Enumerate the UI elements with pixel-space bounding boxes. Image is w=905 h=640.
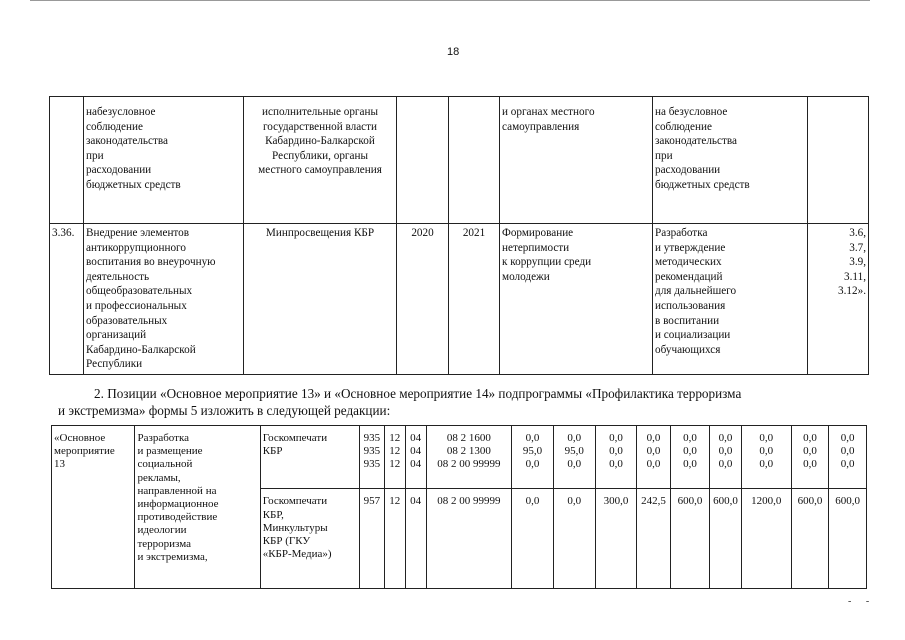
text-line: Внедрение элементов	[86, 227, 190, 239]
value-cell: 600,0	[710, 489, 741, 589]
text-line: 3.11,	[844, 270, 866, 283]
text-line: законодательства	[655, 135, 737, 148]
text-line: Минкультуры	[262, 521, 328, 534]
text-line: самоуправления	[502, 120, 580, 133]
text-line: 12	[389, 445, 401, 458]
value-cell: 600,0	[670, 489, 710, 589]
executor-cell	[260, 426, 359, 489]
text-line: терроризма	[137, 537, 192, 550]
text-line: бюджетных средств	[86, 178, 181, 191]
value-cell	[553, 426, 595, 489]
table-row	[50, 97, 869, 224]
text-line: бюджетных средств	[655, 178, 750, 191]
text-line: при	[86, 149, 104, 162]
text-line: 0,0	[609, 432, 623, 444]
text-line: Кабардино-Балкарской	[86, 343, 196, 356]
text-line: 0,0	[567, 458, 582, 471]
text-line: местного самоуправления	[258, 164, 382, 177]
text-line: идеологии	[137, 524, 187, 537]
value-cell	[512, 426, 554, 489]
text-line: КБР	[262, 445, 283, 458]
value-cell	[710, 426, 741, 489]
text-line: 04	[410, 458, 422, 471]
text-line: и утверждение	[655, 241, 726, 254]
text-line: Формирование	[502, 227, 574, 239]
text-line: расходовании	[86, 164, 152, 177]
text-line: 0,0	[525, 458, 540, 471]
text-line: образовательных	[86, 314, 168, 327]
text-line: Разработка	[137, 432, 190, 444]
text-line: социальной	[137, 458, 193, 471]
text-line: 0,0	[646, 432, 661, 444]
text-line: противодействие	[137, 511, 218, 524]
text-line: Разработка	[655, 227, 708, 239]
text-line: 08 2 1600	[446, 432, 491, 444]
text-line: 0,0	[525, 432, 540, 444]
text-line: государственной власти	[262, 120, 378, 133]
value-cell	[595, 426, 637, 489]
text-line: 0,0	[840, 445, 855, 458]
text-line: исполнительные органы	[262, 106, 378, 118]
text-line: 0,0	[759, 432, 774, 444]
text-line: и социализации	[655, 329, 731, 342]
effect-cell	[500, 97, 653, 224]
pr-cell: 04	[405, 489, 426, 589]
start-year-cell	[397, 97, 449, 224]
executor-cell	[244, 97, 397, 224]
text-line: и размещение	[137, 445, 203, 458]
text-line: 3.9,	[849, 256, 866, 269]
text-line: 0,0	[803, 458, 817, 471]
row-number-cell	[50, 97, 84, 224]
description-cell	[84, 97, 244, 224]
links-cell	[808, 224, 869, 375]
text-line: 0,0	[646, 458, 661, 471]
text-line: нетерпимости	[502, 241, 570, 254]
text-line: мероприятие	[54, 445, 115, 458]
measures-table	[49, 96, 869, 375]
description-cell	[84, 224, 244, 375]
table-row	[52, 426, 867, 489]
start-year-cell: 2020	[397, 224, 449, 375]
text-line: 0,0	[683, 445, 697, 458]
text-line: деятельность	[86, 270, 150, 283]
text-line: для дальнейшего	[655, 285, 737, 298]
executor-cell	[260, 489, 359, 589]
end-year-cell	[449, 97, 500, 224]
text-line: 935	[363, 445, 381, 458]
text-line: 0,0	[840, 432, 855, 444]
text-line: 95,0	[522, 445, 543, 458]
text-line: 3.7,	[849, 241, 866, 254]
effect-cell	[500, 224, 653, 375]
text-line: 935	[363, 458, 381, 471]
text-line: 0,0	[646, 445, 661, 458]
value-cell	[637, 426, 670, 489]
result-cell	[653, 224, 808, 375]
text-line: 12	[389, 432, 401, 444]
value-cell: 600,0	[829, 489, 867, 589]
value-cell: 0,0	[553, 489, 595, 589]
text-line: 935	[363, 432, 381, 444]
text-line: методических	[655, 256, 722, 269]
text-line: КБР,	[262, 508, 284, 521]
end-year-cell: 2021	[449, 224, 500, 375]
value-cell	[829, 426, 867, 489]
text-line: антикоррупционного	[86, 241, 186, 254]
text-line: использования	[655, 299, 726, 312]
text-line: и профессиональных	[86, 299, 187, 312]
text-line: общеобразовательных	[86, 285, 193, 298]
value-cell: 600,0	[791, 489, 829, 589]
text-line: 95,0	[564, 445, 584, 458]
text-line: при	[655, 149, 673, 162]
text-line: 3.12».	[838, 285, 866, 298]
text-line: 0,0	[759, 445, 774, 458]
event-description-cell	[135, 426, 260, 589]
financing-table	[51, 425, 867, 589]
text-line: в воспитании	[655, 314, 720, 327]
value-cell	[670, 426, 710, 489]
event-name-cell	[52, 426, 135, 589]
text-line: 04	[410, 432, 422, 444]
rz-cell: 12	[384, 489, 405, 589]
amendment-paragraph	[58, 385, 870, 419]
text-line: соблюдение	[86, 120, 143, 133]
text-line: набезусловное	[86, 106, 156, 118]
text-line: 12	[389, 458, 401, 471]
text-line: расходовании	[655, 164, 721, 177]
text-line: воспитания во внеурочную	[86, 256, 216, 269]
text-line: 0,0	[683, 432, 697, 444]
value-cell: 0,0	[512, 489, 554, 589]
csr-cell	[426, 426, 512, 489]
text-line: законодательства	[86, 135, 168, 148]
text-line: рекомендаций	[655, 270, 723, 283]
text-line: 13	[54, 458, 65, 471]
paragraph-line: и экстремизма» формы 5 изложить в следующей редакции:	[58, 403, 391, 418]
text-line: Госкомпечати	[262, 495, 328, 508]
text-line: 0,0	[567, 432, 582, 444]
rz-cell	[384, 426, 405, 489]
text-line: Госкомпечати	[262, 432, 328, 444]
text-line: и органах местного	[502, 106, 595, 118]
text-line: 0,0	[803, 445, 817, 458]
value-cell	[741, 426, 791, 489]
paragraph-line: 2. Позиции «Основное мероприятие 13» и «Основное мероприятие 14» подпрограммы «Профилактика терроризма	[94, 386, 742, 401]
row-number-cell: 3.36.	[50, 224, 84, 375]
top-rule	[30, 0, 870, 1]
text-line: соблюдение	[655, 120, 712, 133]
text-line: к коррупции среди	[502, 256, 592, 269]
value-cell: 300,0	[595, 489, 637, 589]
text-line: КБР (ГКУ	[262, 535, 311, 548]
text-line: рекламы,	[137, 471, 181, 484]
text-line: 0,0	[803, 432, 817, 444]
value-cell: 1200,0	[741, 489, 791, 589]
text-line: Кабардино-Балкарской	[265, 135, 375, 148]
grbs-cell: 957	[359, 489, 384, 589]
page-number: 18	[447, 46, 460, 58]
text-line: 08 2 00 99999	[437, 458, 501, 471]
links-cell	[808, 97, 869, 224]
text-line: 0,0	[683, 458, 697, 471]
text-line: 0,0	[609, 458, 623, 471]
text-line: информационное	[137, 498, 219, 511]
text-line: Республики	[86, 358, 143, 371]
text-line: организаций	[86, 329, 147, 342]
text-line: и экстремизма,	[137, 550, 208, 563]
pr-cell	[405, 426, 426, 489]
text-line: 08 2 1300	[446, 445, 491, 458]
text-line: 0,0	[840, 458, 855, 471]
table-row	[50, 224, 869, 375]
csr-cell: 08 2 00 99999	[426, 489, 512, 589]
value-cell	[791, 426, 829, 489]
text-line: «КБР-Медиа»)	[262, 548, 332, 561]
text-line: 3.6,	[849, 227, 866, 239]
text-line: 0,0	[718, 432, 733, 444]
text-line: на безусловное	[655, 106, 728, 118]
executor-cell: Минпросвещения КБР	[244, 224, 397, 375]
text-line: Республики, органы	[272, 149, 368, 162]
text-line: 0,0	[609, 445, 623, 458]
text-line: обучающихся	[655, 343, 721, 356]
text-line: 0,0	[718, 445, 733, 458]
text-line: «Основное	[54, 432, 106, 444]
text-line: 04	[410, 445, 422, 458]
grbs-cell	[359, 426, 384, 489]
text-line: 0,0	[759, 458, 774, 471]
corner-mark: - -	[848, 596, 876, 607]
text-line: 0,0	[718, 458, 733, 471]
text-line: молодежи	[502, 270, 550, 283]
text-line: направленной на	[137, 484, 217, 497]
value-cell: 242,5	[637, 489, 670, 589]
result-cell	[653, 97, 808, 224]
